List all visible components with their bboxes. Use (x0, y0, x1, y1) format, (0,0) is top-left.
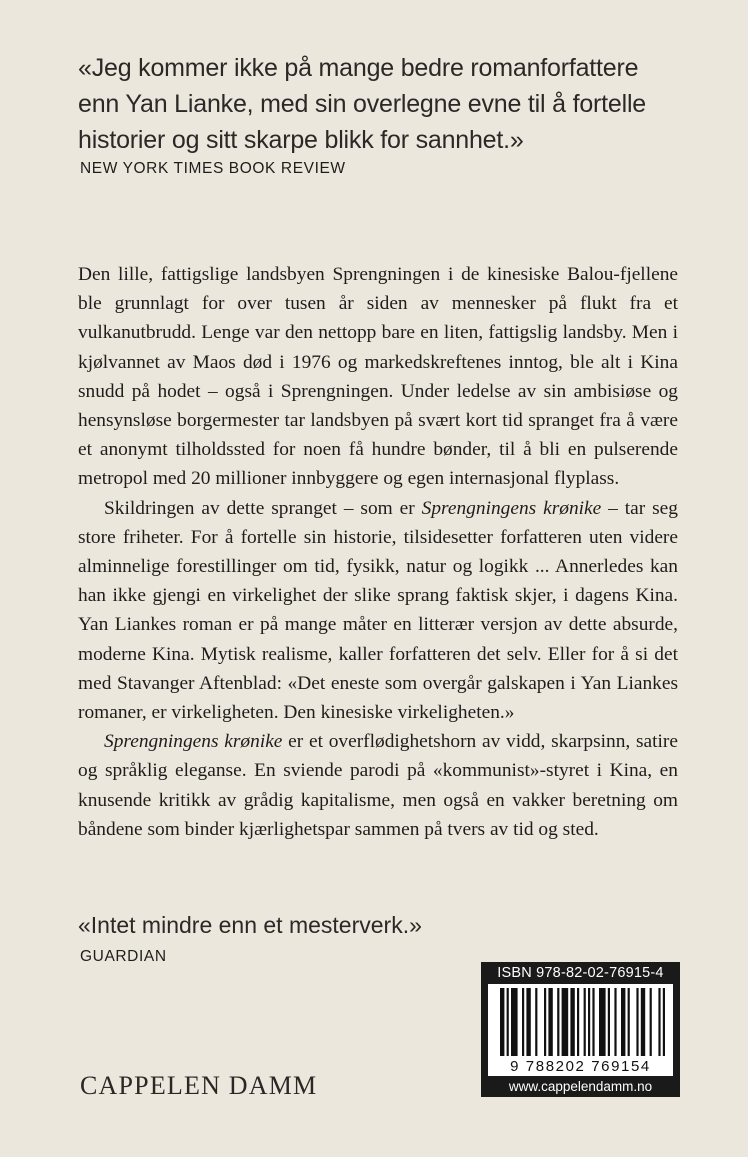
blurb-paragraph-2-text: – tar seg store friheter. For å fortelle sin historie, tilsidesetter forfatteren uten videre alminnelige forestillinger om tid, fysikk, natur og logikk ... Annerledes kan han ikke gjengi en virkelighet der slike sprang faktisk skjer, i dagens Kina. Yan Liankes roman er på mange måter en litterær versjon av dette absurde, moderne Kina. Mytisk realisme, kaller forfatteren det selv. Eller for å si det med Stavanger Aftenblad: «Det eneste som overgår galskapen i Yan Liankes romaner, er virkeligheten. Den kinesiske virkeligheten.» (78, 497, 678, 724)
barcode-digits: 9 788202 769154 (488, 1058, 673, 1075)
barcode-bar (636, 988, 638, 1056)
barcode-bar (526, 988, 530, 1056)
isbn-label: ISBN 978-82-02-76915-4 (497, 965, 664, 981)
barcode-bar (658, 988, 660, 1056)
blurb-text (78, 260, 678, 844)
isbn-barcode-box (481, 962, 680, 1097)
barcode-bar (562, 988, 569, 1056)
barcode (488, 984, 673, 1076)
book-title-italic: Sprengningens krønike (104, 731, 283, 753)
barcode-bar (577, 988, 579, 1056)
book-title-italic: Sprengningens krønike (421, 497, 602, 519)
publisher-logo: CAPPELEN DAMM (80, 1071, 318, 1100)
blurb-paragraph-3-text: er et overflødighetshorn av vidd, skarpsinn, satire og språklig eleganse. En sviende parodi på «kommunist»-styret i Kina, en knusende kritikk av grådig kapitalisme, men også en vakker beretning om båndene som binder kjærlighetspar sammen på tvers av tid og sted. (78, 731, 678, 840)
blurb-paragraph-1 (78, 260, 678, 494)
barcode-bar (592, 988, 594, 1056)
website-label: www.cappelendamm.no (508, 1079, 653, 1094)
barcode-bar (511, 988, 518, 1056)
barcode-bar (588, 988, 590, 1056)
barcode-bar (507, 988, 509, 1056)
barcode-bar (641, 988, 645, 1056)
review-source-2: GUARDIAN (80, 948, 167, 965)
barcode-bar (548, 988, 552, 1056)
barcode-bar (500, 988, 504, 1056)
barcode-bar (663, 988, 665, 1056)
barcode-bar (650, 988, 652, 1056)
barcode-bar (628, 988, 630, 1056)
review-quote: «Jeg kommer ikke på mange bedre romanforfattere enn Yan Lianke, med sin overlegne evne til å fortelle historier og sitt skarpe blikk for sannhet.» (78, 54, 647, 154)
barcode-bar (570, 988, 574, 1056)
barcode-bar (584, 988, 586, 1056)
blurb-paragraph-2 (78, 494, 678, 728)
blurb-paragraph-1-text: Den lille, fattigslige landsbyen Sprengningen i de kinesiske Balou-fjellene ble grunnlagt for over tusen år siden av mennesker på flukt fra et vulkanutbrudd. Lenge var den nettopp bare en liten, fattigslig landsby. Men i kjølvannet av Maos død i 1976 og markedskreftenes inntog, ble alt i Kina snudd på hodet – også i Sprengningen. Under ledelse av sin ambisiøse og hensynsløse borgermester tar landsbyen på svært kort tid spranget fra å være et anonymt tilholdssted for noen få hundre bønder, til å bli en pulserende metropol med 20 millioner innbyggere og egen internasjonal flyplass. (78, 264, 678, 490)
barcode-bar (557, 988, 559, 1056)
blurb-paragraph-3 (78, 727, 678, 844)
blurb-paragraph-2-lead: Skildringen av dette spranget – som er (104, 497, 422, 519)
barcode-bar (535, 988, 537, 1056)
review-quote-2: «Intet mindre enn et mesterverk.» (78, 912, 422, 938)
barcode-bar (522, 988, 524, 1056)
barcode-bar (614, 988, 616, 1056)
barcode-bar (608, 988, 610, 1056)
barcode-bar (599, 988, 606, 1056)
barcode-bar (544, 988, 546, 1056)
review-source: NEW YORK TIMES BOOK REVIEW (80, 160, 346, 177)
barcode-bar (621, 988, 625, 1056)
